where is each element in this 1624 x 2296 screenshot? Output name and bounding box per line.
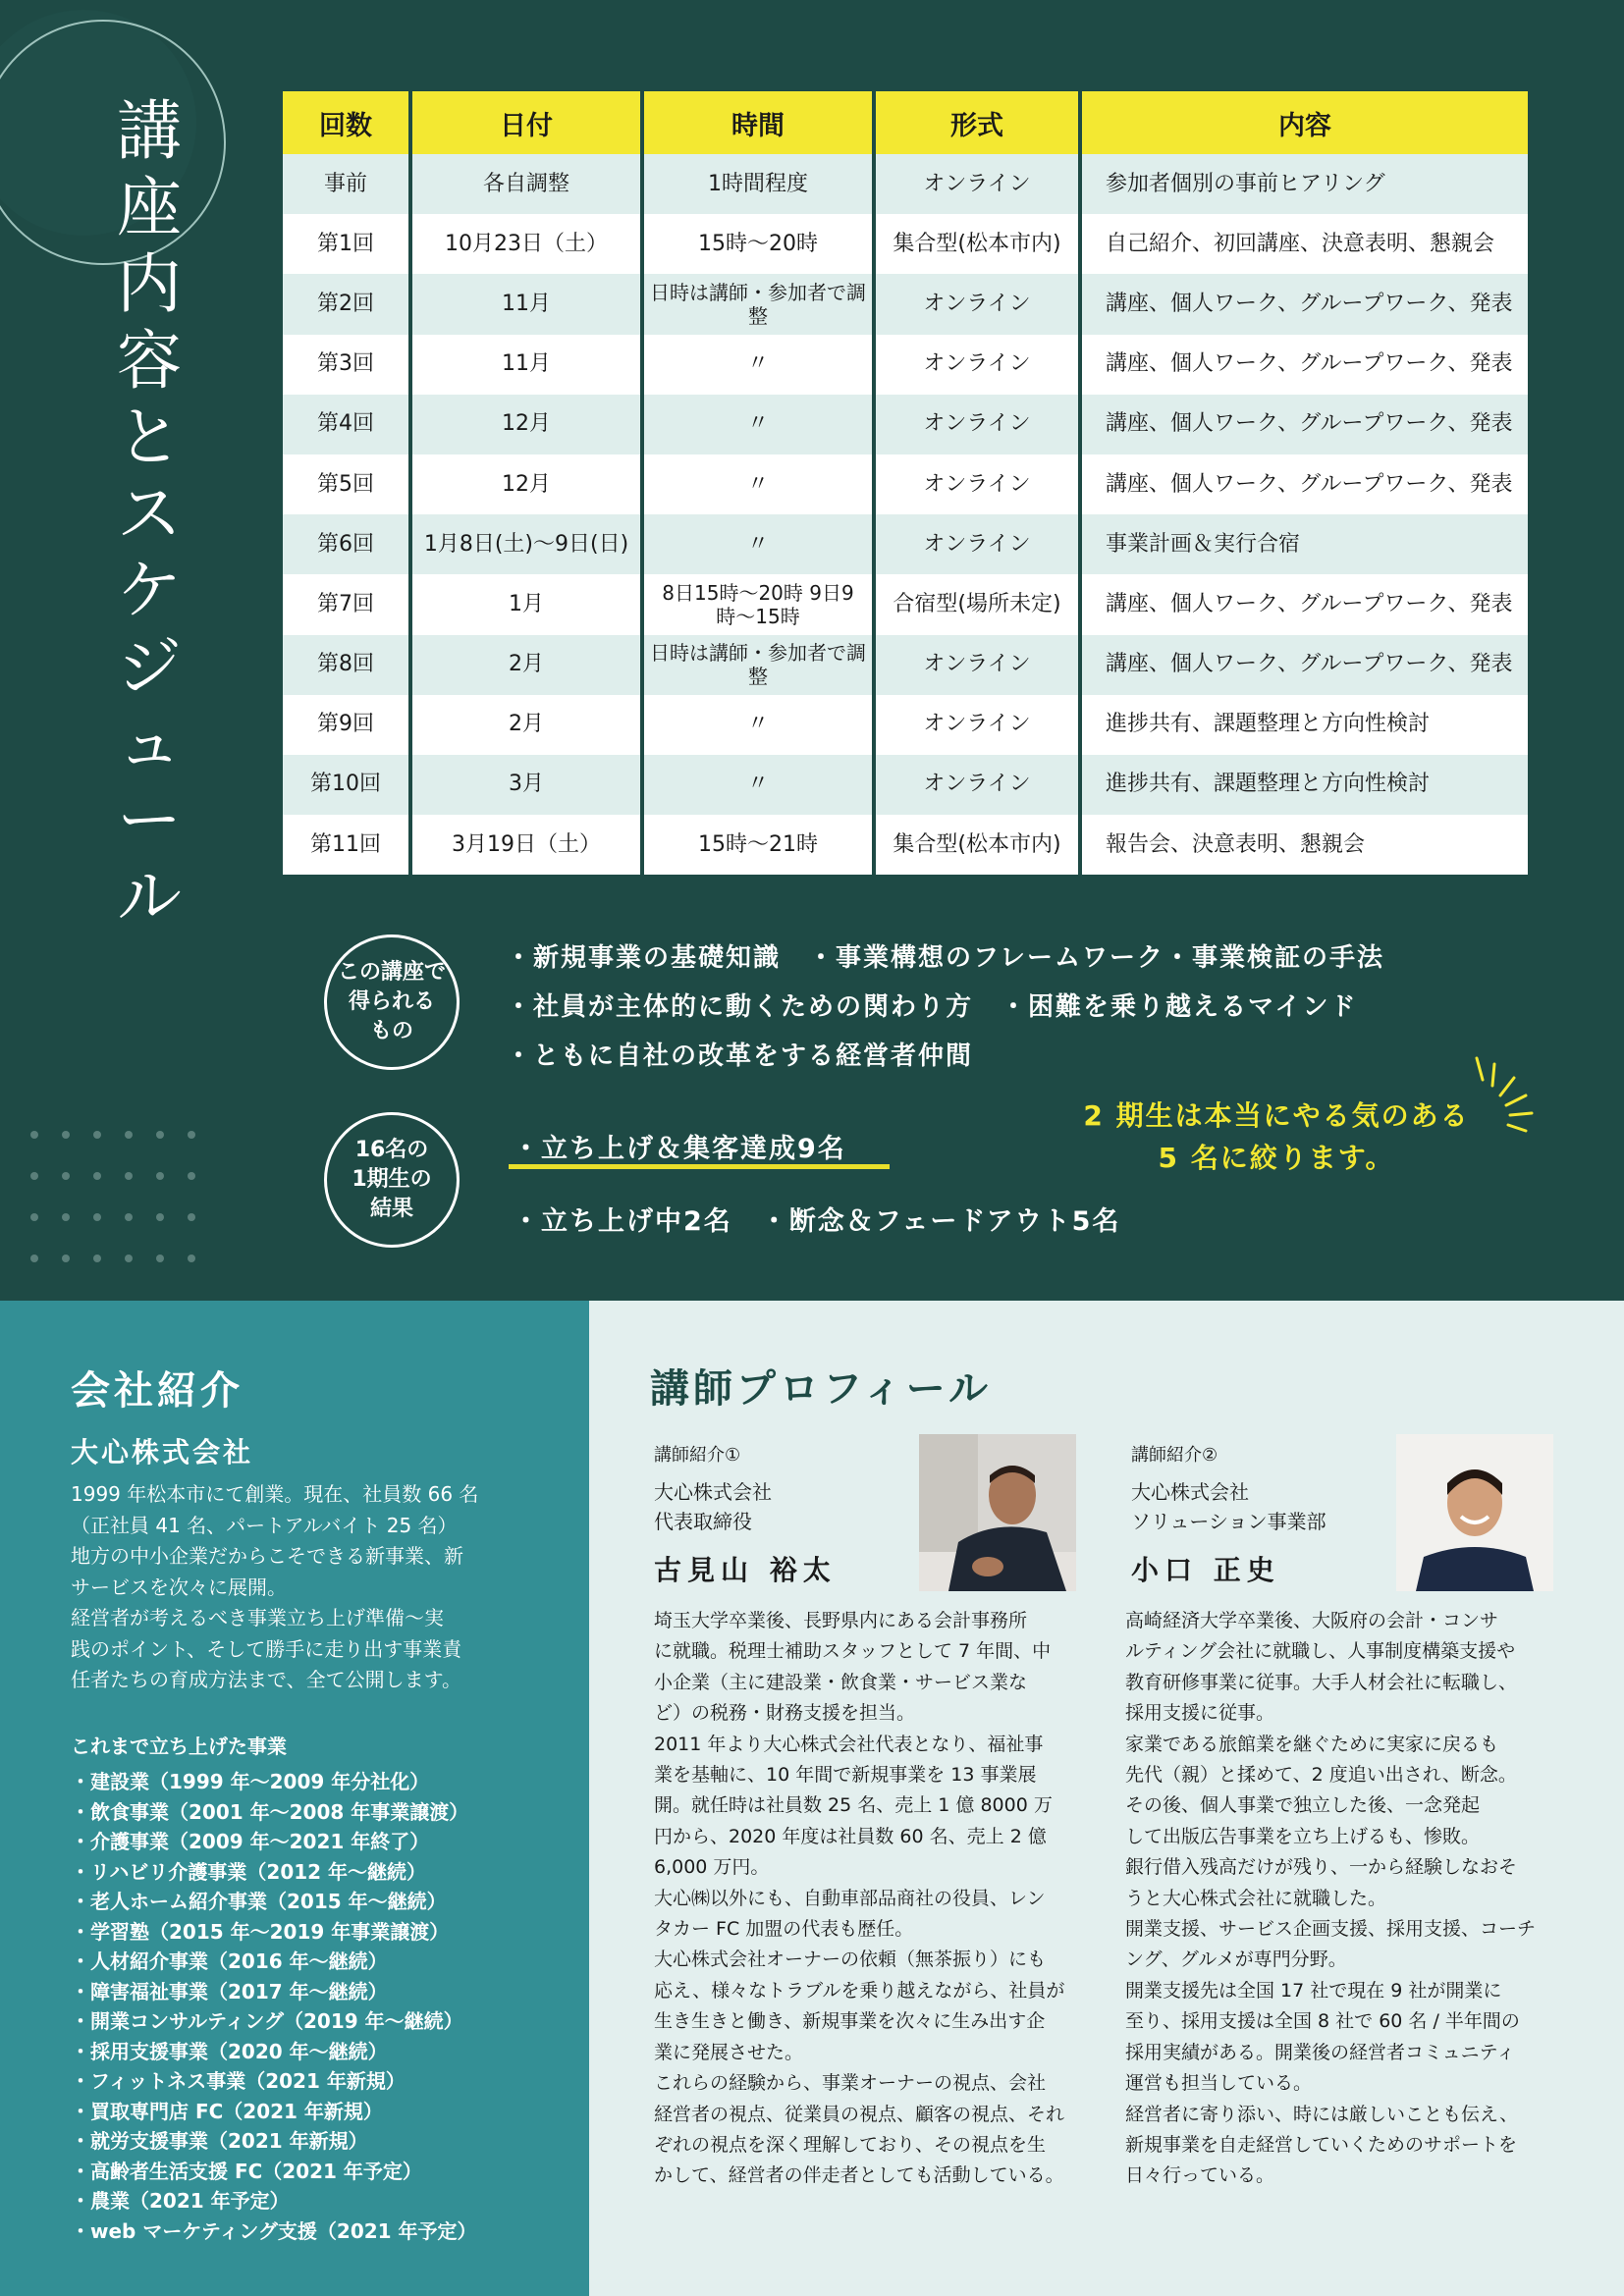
cell-time: 8日15時〜20時 9日9時〜15時 [642,574,874,634]
instructor-2-org [1131,1477,1326,1536]
bio-line: ルティング会社に就職し、人事制度構築支援や [1125,1640,1516,1663]
company-section-title: 会社紹介 [71,1368,244,1414]
table-row [283,395,1528,454]
cell-date: 11月 [410,335,642,395]
cell-no: 第7回 [283,574,410,634]
bio-line: 6,000 万円。 [654,1856,770,1879]
desc-line: サービスを次々に展開。 [71,1575,287,1599]
bio-line: 高崎経済大学卒業後、大阪府の会計・コンサ [1125,1610,1499,1631]
title-char: 講 [117,93,182,169]
list-item: ・飲食事業（2001 年〜2008 年事業譲渡） [71,1799,469,1824]
cell-date: 10月23日（土） [410,214,642,274]
list-item: ・フィットネス事業（2021 年新規） [71,2069,406,2093]
instructor-1-name: 古見山 裕太 [654,1554,837,1586]
benefits-badge [324,934,460,1070]
table-row [283,635,1528,695]
title-char: ス [117,476,182,552]
businesses-title: これまで立ち上げた事業 [71,1735,287,1758]
cell-content: 進捗共有、課題整理と方向性検討 [1080,695,1528,755]
schedule-table [283,91,1528,875]
list-item: ・人材紹介事業（2016 年〜継続） [71,1949,388,1973]
org-line: 大心株式会社 [654,1480,772,1504]
bio-line: 至り、採用支援は全国 8 社で 60 名 / 半年間の [1125,2010,1520,2033]
bio-line: 家業である旅館業を継ぐために実家に戻るも [1125,1733,1499,1755]
list-item: ・買取専門店 FC（2021 年新規） [71,2099,383,2123]
cell-time: 日時は講師・参加者で調整 [642,274,874,334]
cell-date: 2月 [410,695,642,755]
bio-line: 大心㈱以外にも、自動車部品商社の役員、レン [654,1887,1046,1909]
table-header-row [283,91,1528,154]
table-row [283,574,1528,634]
cell-time: 〃 [642,335,874,395]
bio-line: ぞれの視点を深く理解しており、その視点を生 [654,2133,1047,2156]
org-line: ソリューション事業部 [1131,1510,1326,1533]
desc-line: 経営者が考えるべき事業立ち上げ準備〜実 [71,1606,444,1629]
bio-line: 採用実績がある。開業後の経営者コミュニティ [1125,2041,1516,2063]
bio-line: に就職。税理士補助スタッフとして 7 年間、中 [654,1640,1052,1663]
cell-content: 報告会、決意表明、懇親会 [1080,815,1528,875]
cell-format: オンライン [874,154,1080,214]
desc-line: 地方の中小企業だからこそできる新事業、新 [71,1544,463,1568]
cell-no: 第5回 [283,454,410,514]
badge-line: 結果 [369,1197,413,1221]
cell-content: 参加者個別の事前ヒアリング [1080,154,1528,214]
cell-time: 〃 [642,755,874,815]
bio-line: 小企業（主に建設業・飲食業・サービス業な [654,1671,1028,1693]
benefit-line: ・新規事業の基礎知識 ・事業構想のフレームワーク・事業検証の手法 [506,943,1384,973]
cell-date: 3月 [410,755,642,815]
list-item: ・高齢者生活支援 FC（2021 年予定） [71,2159,422,2183]
bio-line: 経営者の視点、従業員の視点、顧客の視点、それ [654,2103,1065,2125]
instructor-section-title: 講師プロフィール [650,1366,992,1412]
cell-date: 2月 [410,635,642,695]
cell-content: 自己紹介、初回講座、決意表明、懇親会 [1080,214,1528,274]
bio-line: ング、グルメが専門分野。 [1125,1949,1347,1971]
benefit-line: ・ともに自社の改革をする経営者仲間 [506,1041,974,1071]
header-content: 内容 [1080,91,1528,154]
title-char: と [117,400,182,475]
table-row [283,335,1528,395]
cell-no: 第8回 [283,635,410,695]
title-char: ジ [117,629,182,705]
cell-content: 講座、個人ワーク、グループワーク、発表 [1080,454,1528,514]
instructor-2-bio [1125,1606,1565,2192]
cell-content: 講座、個人ワーク、グループワーク、発表 [1080,395,1528,454]
title-char: ル [117,859,182,934]
cell-format: オンライン [874,454,1080,514]
cell-time: 〃 [642,695,874,755]
badge-line: この講座で [337,960,446,985]
cell-format: オンライン [874,755,1080,815]
bio-line: ど）の税務・財務支援を担当。 [654,1702,916,1725]
instructor-2-photo [1396,1434,1553,1591]
org-line: 代表取締役 [654,1510,752,1533]
bio-line: うと大心株式会社に就職した。 [1125,1887,1387,1909]
header-format: 形式 [874,91,1080,154]
cell-format: オンライン [874,335,1080,395]
businesses-list [71,1767,571,2246]
note-line: 2 期生は本当にやる気のある [1083,1099,1470,1132]
cell-no: 第11回 [283,815,410,875]
bio-line: 埼玉大学卒業後、長野県内にある会計事務所 [654,1610,1028,1631]
cell-date: 12月 [410,395,642,454]
cell-no: 第2回 [283,274,410,334]
list-item: ・農業（2021 年予定） [71,2189,290,2213]
cell-format: オンライン [874,635,1080,695]
table-row [283,154,1528,214]
benefit-line: ・社員が主体的に動くための関わり方 ・困難を乗り越えるマインド [506,992,1358,1022]
bio-line: 新規事業を自走経営していくためのサポートを [1125,2133,1518,2156]
cell-date: 各自調整 [410,154,642,214]
cell-no: 第9回 [283,695,410,755]
cell-content: 進捗共有、課題整理と方向性検討 [1080,755,1528,815]
list-item: ・就労支援事業（2021 年新規） [71,2129,368,2153]
cell-time: 〃 [642,514,874,574]
cell-content: 事業計画＆実行合宿 [1080,514,1528,574]
bio-line: して出版広告事業を立ち上げるも、惨敗。 [1125,1825,1481,1847]
cell-format: オンライン [874,274,1080,334]
cell-time: 日時は講師・参加者で調整 [642,635,874,695]
cell-time: 〃 [642,395,874,454]
instructor-1-label: 講師紹介① [654,1445,741,1466]
table-row [283,815,1528,875]
instructor-1-photo [919,1434,1076,1591]
title-char: ュ [117,706,182,781]
cell-no: 第4回 [283,395,410,454]
bio-line: 経営者に寄り添い、時には厳しいことも伝え、 [1125,2103,1519,2125]
bio-line: 開業支援、サービス企画支援、採用支援、コーチ [1125,1918,1537,1941]
cell-format: 集合型(松本市内) [874,214,1080,274]
title-char: 容 [117,323,182,399]
badge-line: 1期生の [352,1167,432,1192]
bio-line: 先代（親）と揉めて、2 度追い出され、断念。 [1125,1764,1517,1787]
bio-line: 生き生きと働き、新規事業を次々に生み出す企 [654,2010,1046,2033]
bio-line: 採用支援に従事。 [1125,1702,1275,1725]
table-row [283,274,1528,334]
bio-line: 業を基軸に、10 年間で新規事業を 13 事業展 [654,1764,1037,1787]
desc-line: （正社員 41 名、パートアルバイト 25 名） [71,1513,458,1537]
dot-grid-decoration [29,1127,196,1274]
instructor-1-org [654,1477,772,1536]
cell-no: 第3回 [283,335,410,395]
bio-line: 教育研修事業に従事。大手人材会社に転職し、 [1125,1671,1518,1693]
badge-line: 得られる [348,989,435,1014]
cell-date: 11月 [410,274,642,334]
cell-date: 1月 [410,574,642,634]
title-char: 座 [117,170,182,245]
cohort-note [1070,1095,1483,1179]
title-char: ケ [117,553,182,628]
cell-date: 12月 [410,454,642,514]
list-item: ・障害福祉事業（2017 年〜継続） [71,1979,388,2003]
company-description [71,1479,532,1696]
bio-line: 運営も担当している。 [1125,2072,1313,2095]
cell-content: 講座、個人ワーク、グループワーク、発表 [1080,274,1528,334]
desc-line: 1999 年松本市にて創業。現在、社員数 66 名 [71,1482,479,1506]
header-time: 時間 [642,91,874,154]
note-line: 5 名に絞ります。 [1158,1142,1395,1174]
cell-format: オンライン [874,395,1080,454]
cell-format: 合宿型(場所未定) [874,574,1080,634]
bio-line: かして、経営者の伴走者としても活動している。 [654,2164,1064,2187]
cell-no: 第6回 [283,514,410,574]
company-name: 大心株式会社 [71,1436,254,1468]
results-badge [324,1112,460,1248]
bio-line: 業に発展させた。 [654,2041,804,2063]
cell-content: 講座、個人ワーク、グループワーク、発表 [1080,335,1528,395]
list-item: ・採用支援事業（2020 年〜継続） [71,2039,388,2063]
cell-content: 講座、個人ワーク、グループワーク、発表 [1080,574,1528,634]
instructor-2-label: 講師紹介② [1131,1445,1218,1466]
desc-line: 任者たちの育成方法まで、全て公開します。 [71,1668,461,1691]
list-item: ・開業コンサルティング（2019 年〜継続） [71,2009,463,2033]
bio-line: 円から、2020 年度は社員数 60 名、売上 2 億 [654,1825,1047,1847]
sparkle-lines-icon [1463,1048,1551,1137]
cell-no: 第10回 [283,755,410,815]
bio-line: 開業支援先は全国 17 社で現在 9 社が開業に [1125,1979,1502,2002]
instructor-2-name: 小口 正史 [1131,1554,1280,1586]
table-row [283,514,1528,574]
table-row [283,695,1528,755]
bio-line: 開。就任時は社員数 25 名、売上 1 億 8000 万 [654,1794,1053,1817]
cell-time: 15時〜21時 [642,815,874,875]
header-no: 回数 [283,91,410,154]
table-row [283,454,1528,514]
cell-date: 1月8日(土)〜9日(日) [410,514,642,574]
result-line: ・立ち上げ＆集客達成9名 [513,1134,846,1164]
instructor-1-bio [654,1606,1094,2192]
title-char: ー [117,782,182,858]
list-item: ・建設業（1999 年〜2009 年分社化） [71,1770,430,1793]
cell-date: 3月19日（土） [410,815,642,875]
list-item: ・学習塾（2015 年〜2019 年事業譲渡） [71,1919,450,1944]
table-row [283,755,1528,815]
cell-time: 〃 [642,454,874,514]
badge-line: もの [369,1019,413,1043]
cell-time: 1時間程度 [642,154,874,214]
bio-line: これらの経験から、事業オーナーの視点、会社 [654,2072,1047,2095]
desc-line: 践のポイント、そして勝手に走り出す事業責 [71,1636,462,1661]
bio-line: 2011 年より大心株式会社代表となり、福祉事 [654,1733,1044,1755]
badge-line: 16名の [354,1138,429,1162]
result-line: ・立ち上げ中2名 ・断念＆フェードアウト5名 [513,1206,1121,1237]
list-item: ・介護事業（2009 年〜2021 年終了） [71,1830,430,1853]
bio-line: 銀行借入残高だけが残り、一から経験しなおそ [1125,1856,1518,1879]
highlight-underline [509,1164,890,1169]
title-char: 内 [117,246,182,322]
table-row [283,214,1528,274]
bio-line: 応え、様々なトラブルを乗り越えながら、社員が [654,1979,1065,2002]
list-item: ・web マーケティング支援（2021 年予定） [71,2218,477,2243]
cell-time: 15時〜20時 [642,214,874,274]
list-item: ・老人ホーム紹介事業（2015 年〜継続） [71,1890,447,1913]
cell-format: 集合型(松本市内) [874,815,1080,875]
bio-line: その後、個人事業で独立した後、一念発起 [1125,1794,1481,1817]
cell-content: 講座、個人ワーク、グループワーク、発表 [1080,635,1528,695]
cell-no: 事前 [283,154,410,214]
header-date: 日付 [410,91,642,154]
bio-line: タカー FC 加盟の代表も歴任。 [654,1918,914,1941]
cell-no: 第1回 [283,214,410,274]
cell-format: オンライン [874,514,1080,574]
vertical-page-title [110,93,189,935]
cell-format: オンライン [874,695,1080,755]
bio-line: 大心株式会社オーナーの依頼（無茶振り）にも [654,1949,1047,1971]
bio-line: 日々行っている。 [1125,2164,1275,2187]
org-line: 大心株式会社 [1131,1480,1249,1504]
list-item: ・リハビリ介護事業（2012 年〜継続） [71,1859,427,1884]
